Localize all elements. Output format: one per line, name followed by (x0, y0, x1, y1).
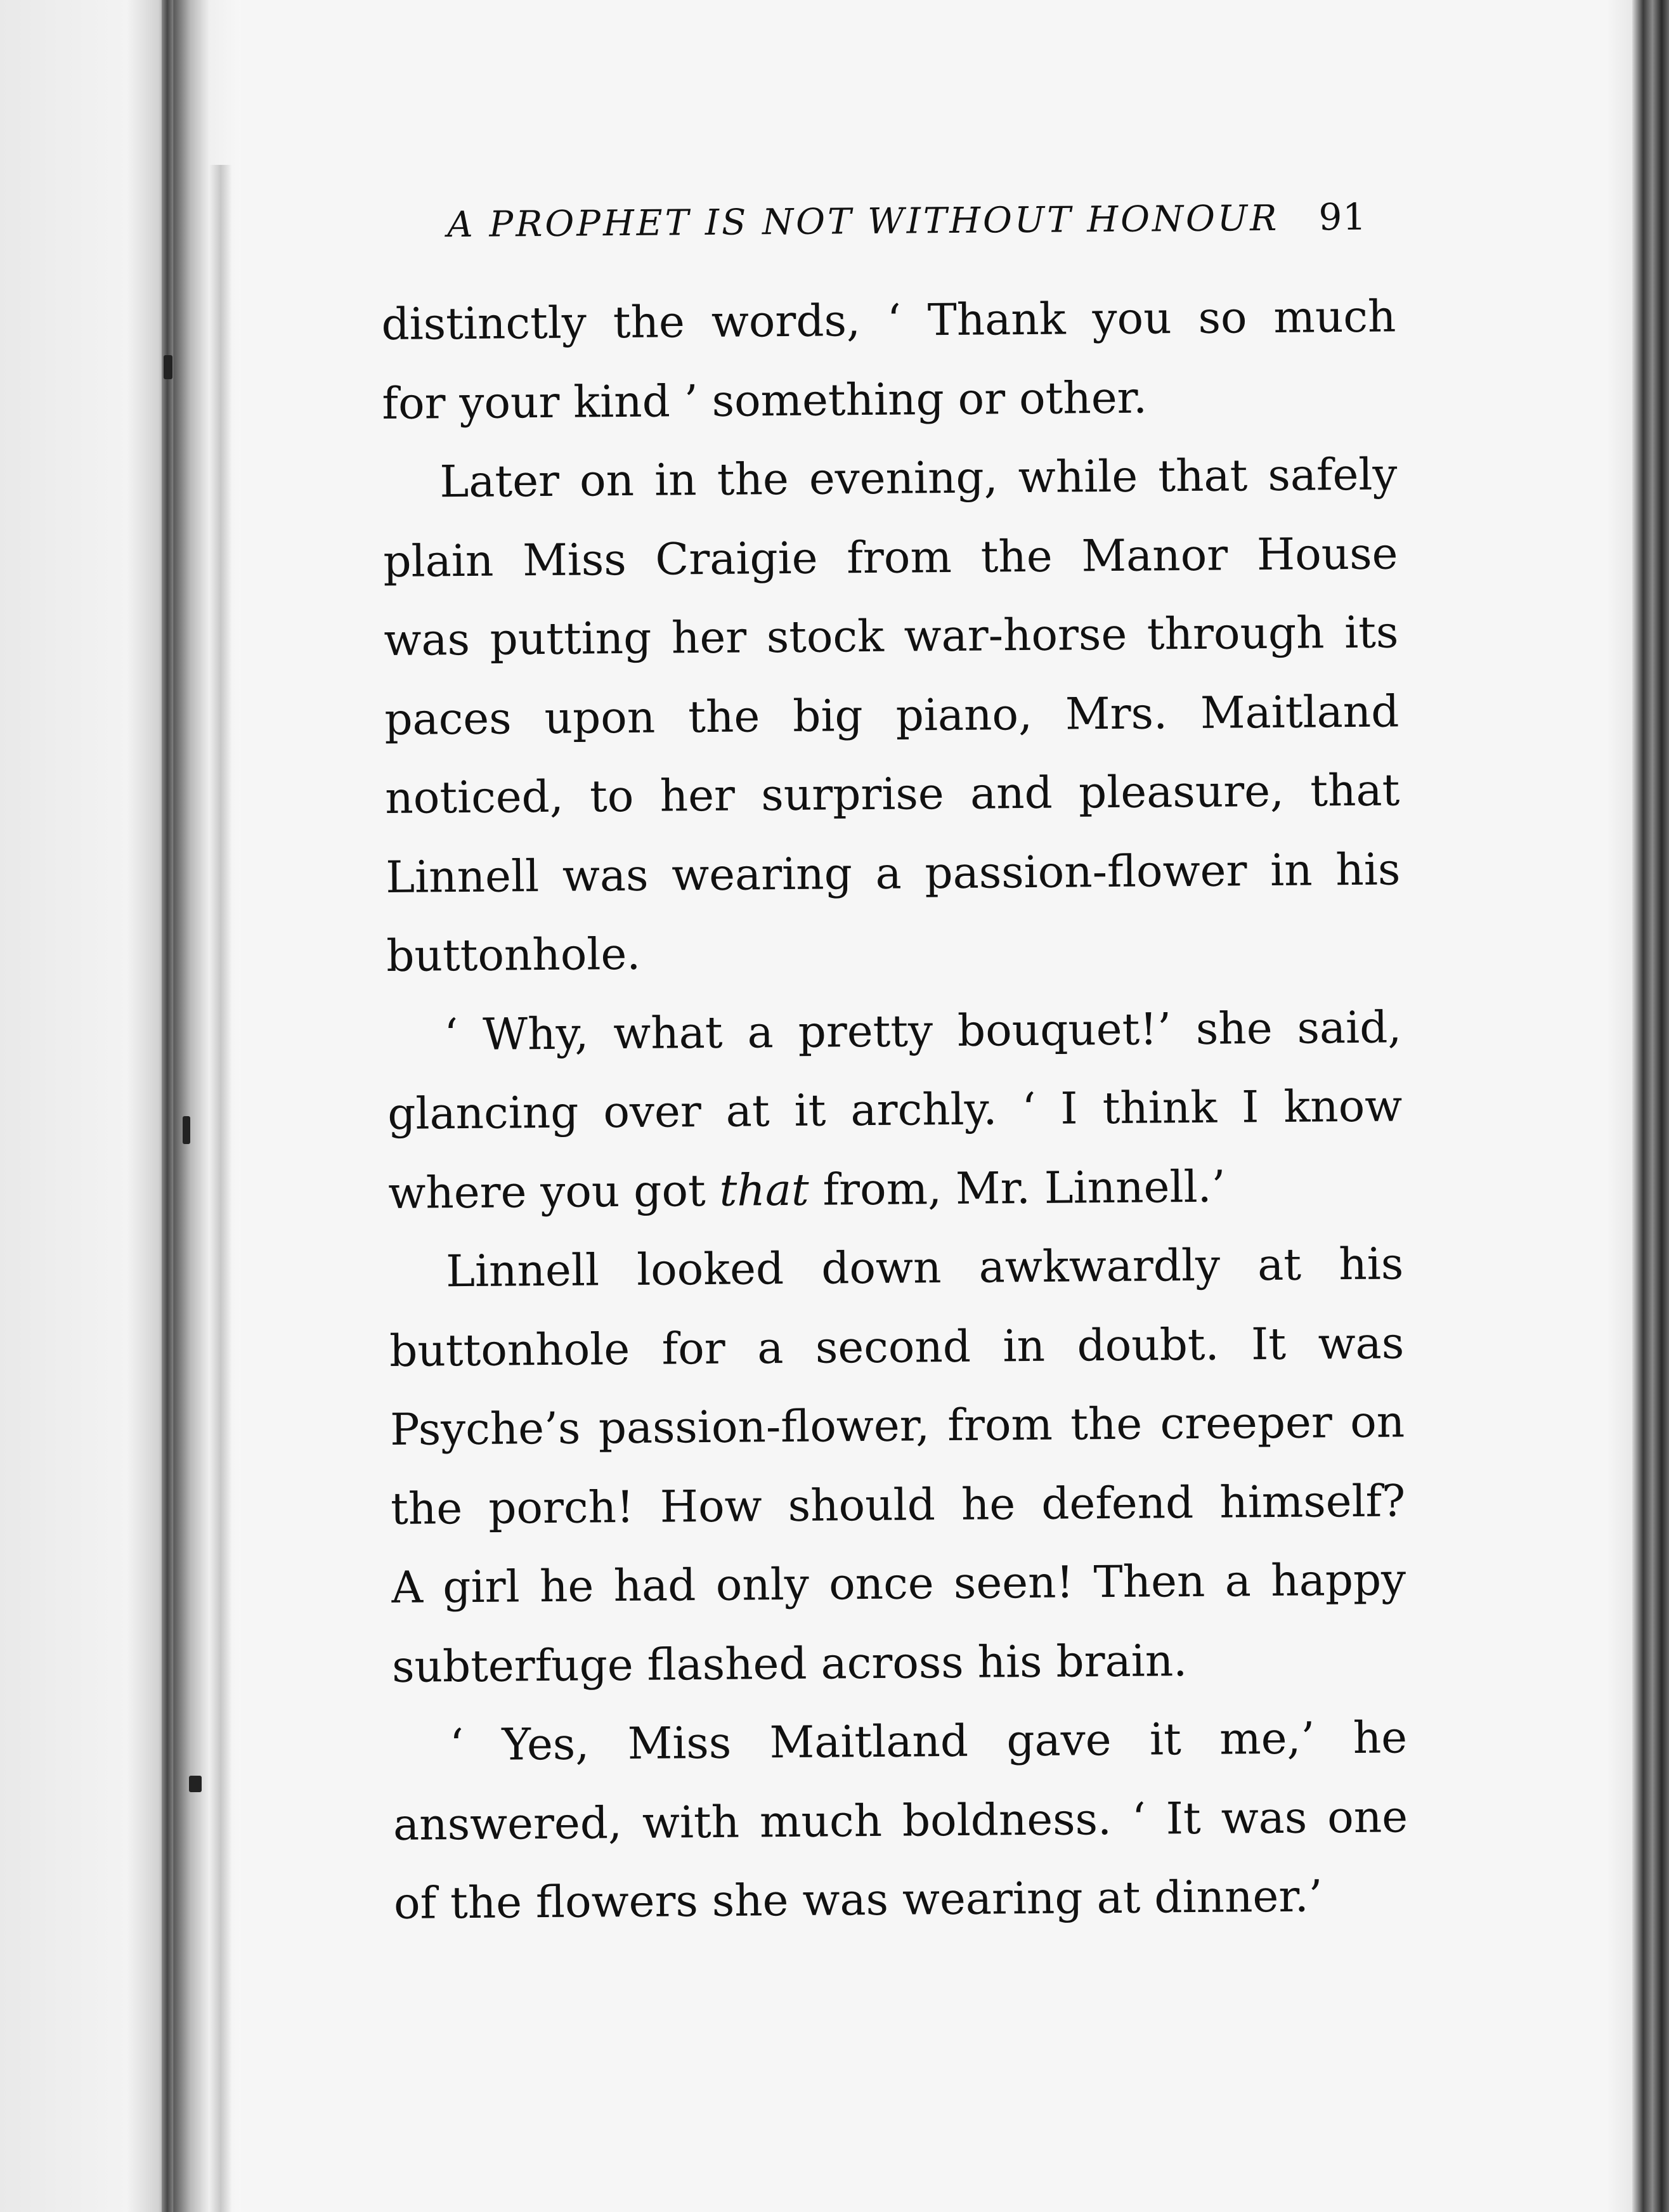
text-line: the porch! How should he defend himself? (390, 1475, 1406, 1535)
binding-thread-mark (183, 1116, 190, 1144)
right-page-edge (1632, 0, 1669, 2212)
text-line: ‘ Why, what a pretty bouquet!’ she said, (443, 1001, 1402, 1060)
book-gutter (0, 0, 241, 2212)
text-line: subterfuge flashed across his brain. (391, 1635, 1188, 1693)
page-number: 91 (1318, 195, 1367, 239)
paragraph (389, 1225, 1407, 1707)
text-line: answered, with much boldness. ‘ It was one (393, 1791, 1408, 1851)
text-line: distinctly the words, ‘ Thank you so much (381, 291, 1396, 350)
book-page (380, 195, 1409, 1943)
text-line: ‘ Yes, Miss Maitland gave it me,’ he (449, 1712, 1408, 1771)
text-line: paces upon the big piano, Mrs. Maitland (384, 686, 1399, 745)
paragraph (387, 988, 1403, 1233)
text-line (388, 1146, 1403, 1233)
text-line: Linnell was wearing a passion-flower in his (386, 843, 1401, 903)
text-line: Linnell looked down awkwardly at his (445, 1239, 1404, 1298)
text-line: of the flowers she was wearing at dinner.’ (393, 1871, 1323, 1929)
binding-thread-mark (164, 355, 172, 379)
italic-emphasis: that (719, 1164, 809, 1216)
paragraph (382, 435, 1401, 996)
binding-thread-mark (189, 1776, 202, 1792)
text-line: noticed, to her surprise and pleasure, that (385, 765, 1400, 824)
text-line: buttonhole. (386, 928, 641, 982)
text-line: buttonhole for a second in doubt. It was (389, 1317, 1405, 1377)
text-run: where you got (387, 1165, 720, 1219)
text-line: Psyche’s passion-flower, from the creeper on (389, 1396, 1405, 1455)
body-text (381, 277, 1408, 1943)
text-line: Later on in the evening, while that safely (439, 449, 1398, 508)
text-run: from, Mr. Linnell.’ (809, 1161, 1226, 1216)
text-line: was putting her stock war-horse through its (384, 607, 1399, 666)
paragraph (393, 1698, 1409, 1943)
text-line: glancing over at it archly. ‘ I think I know (387, 1081, 1403, 1140)
text-line: plain Miss Craigie from the Manor House (383, 528, 1398, 587)
right-edge-shadow (1607, 0, 1632, 2212)
binding-shadow (162, 0, 173, 2212)
text-line: A girl he had only once seen! Then a happy (391, 1554, 1406, 1613)
page-curve-shadow (209, 165, 232, 2212)
running-head-title: A PROPHET IS NOT WITHOUT HONOUR (447, 197, 1280, 246)
running-head (380, 195, 1396, 285)
text-line: for your kind ’ something or other. (382, 372, 1148, 429)
paragraph (381, 277, 1397, 443)
